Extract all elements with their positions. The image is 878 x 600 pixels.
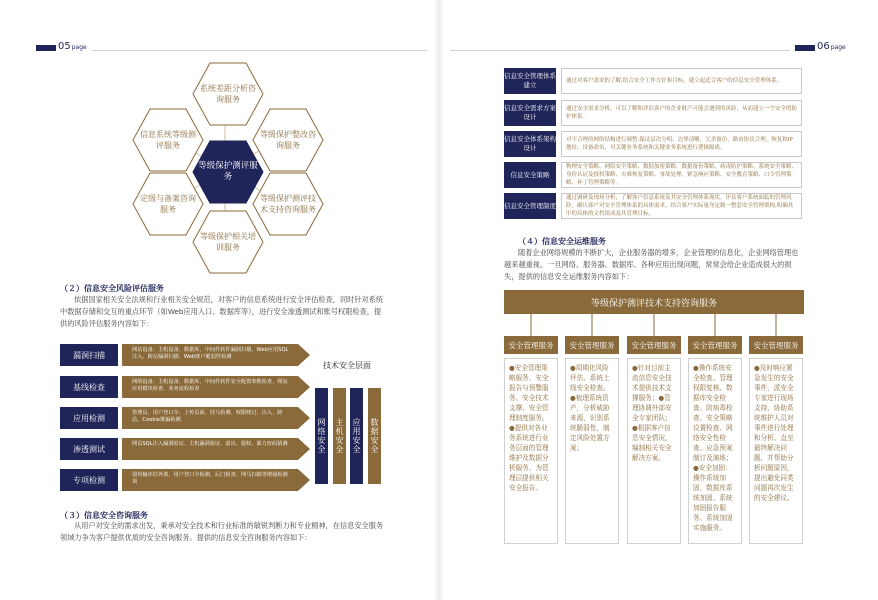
hex-technical-support: 等级保护测评技术支持咨询服务 [252, 172, 324, 236]
layer-data-security: 数据安全 [368, 388, 381, 484]
consult-label: 信息安全管理体系建立 [504, 68, 556, 94]
header-rule-left [92, 50, 427, 51]
consult-desc: 对不合理的网络结构进行调整,保证层次分明、边界清晰，冗余备份，路由协议合理，恢复和IP地址、设备命名，对关键业务系统和关键业务系统进行逻辑隔离。 [561, 131, 802, 157]
service-banner: 等级保护测评技术支持咨询服务 [504, 290, 804, 314]
consult-desc: 通过调研及现场分析，了解客户信息系统及其安全管理体系现状，评估客户系统面临的管理风险，确认客户对安全管理体系的具体需求，结合客户实际量身定制一整套安全管理架构,明确其中的具体的文档组成及其管理目标。 [561, 193, 802, 219]
consult-label: 信息安全需求方案设计 [504, 100, 556, 126]
page-number-right: 06page [817, 41, 846, 52]
section-title-risk-assessment: （２）信息安全风险评估服务 [60, 284, 164, 293]
section-title-consulting: （３）信息安全咨询服务 [60, 511, 148, 520]
book-gutter [434, 0, 444, 600]
section-title-operations: （４）信息安全运维服务 [518, 237, 606, 246]
risk-desc-arrow: 网站设备、主机设备、数据库、中间件软件漏洞扫描、Web应用SQL注入、跨站漏洞扫描、Web账户脆弱性检测 [122, 344, 310, 366]
page-marker-left [36, 45, 56, 51]
paragraph-risk-assessment: 依据国家相关安全法规和行业相关安全规范，对客户的信息系统进行安全评估检查，同时针对系统中数据存储和交互的重点环节（如Web应用入口、数据库等），进行安全渗透测试和账号权限检查，提供的风险评估服务内容如下： [60, 295, 384, 328]
column-body: ●安全管理策略服务、安全报告与预警服务、安全技术支撑、安全管理制度服务。●提供对各业务系统进行业务层面的管理维护及数据分析服务、为管理层提供相关安全报告。 [504, 358, 558, 544]
risk-desc-arrow: 管理员、用户登口令、上传页面、挂马检测、权限绕过、注入、跨站、Cookie欺骗检测 [122, 407, 310, 429]
page-marker-right [795, 45, 815, 51]
paragraph-operations: 随着企业网络规模的不断扩大，企业服务器的增多，企业管理的信息化，企业网络管理也越来越重视。一旦网络、服务器、数据库、各种应用出现问题，常常会给企业造成很大的损失，提供的信息安全运维服务内容如下： [504, 248, 799, 281]
risk-label: 基线检查 [60, 376, 118, 398]
layer-host-security: 主机安全 [333, 388, 346, 484]
column-header: 安全管理服务 [749, 336, 803, 354]
hex-center-level-protection: 等级保护测评服务 [192, 140, 264, 204]
consult-desc: 通过安全需求分析，可以了解和评估客户的企业财产可能会遇到的风险，从而建立一个安全的防护体系。 [561, 100, 802, 126]
consult-desc: 通过对客户需求的了解,结合安全工作方针和目标，建立起适合客户的信息安全管理体系。 [561, 68, 802, 94]
layer-title: 技术安全层面 [323, 361, 371, 370]
layer-network-security: 网络安全 [315, 388, 328, 484]
column-header: 安全管理服务 [688, 336, 742, 354]
risk-label: 漏洞扫描 [60, 344, 118, 366]
page-number-left: 05page [58, 41, 87, 52]
column-body: ●周期化风险评估、系统上线安全检查。●梳理系统资产，分析威胁来源，识别系统脆弱性，制定风险处置方案； [565, 358, 619, 544]
consult-label: 信息安全策略 [504, 162, 556, 188]
risk-label: 应用检测 [60, 407, 118, 429]
banner-connectors [504, 314, 804, 336]
layer-app-security: 应用安全 [350, 388, 363, 484]
consult-label: 信息安全体系架构设计 [504, 131, 556, 157]
hex-grading-filing: 定级与备案咨询服务 [132, 172, 204, 236]
consult-label: 信息安全管理制度 [504, 193, 556, 219]
consult-desc: 物理安全策略、网络安全策略、数据加密策略、数据备份策略、病毒防护策略、系统安全策略、身份认证及授权策略、灾难恢复策略、事故处理、紧急响应策略、安全教育策略、口令管理策略、补丁管理策略等。 [561, 162, 802, 188]
risk-label: 渗透测试 [60, 438, 118, 460]
column-body: ●及时响应紧急发生的安全事件，派安全专家进行现场支持、协助系统维护人员对事件进行处理和分析、直至最终解决问题，并帮助分析问题原因，提出避免同类问题再次发生的安全建议。 [749, 358, 803, 544]
risk-desc-arrow: 网页SQL注入漏洞验证、主机漏洞验证、溢出、提权、暴力密码猜测 [122, 438, 310, 460]
hex-training: 等级保护相关培训服务 [192, 210, 264, 274]
column-body: ●针对目前主流信息安全技术提供技术支撑服务；●管理协调外部安全专家团队；●根据客户信息安全情况，编制相关安全解决方案。 [627, 358, 681, 544]
hex-level-testing: 信息系统等级测评服务 [132, 108, 204, 172]
hex-gap-analysis: 系统差距分析咨询服务 [192, 62, 264, 126]
hex-rectification: 等级保护整改咨询服务 [252, 108, 324, 172]
risk-label: 专项检测 [60, 469, 118, 491]
column-header: 安全管理服务 [565, 336, 619, 354]
paragraph-consulting: 从用户对安全的需求出发，秉承对安全技术和行业标准的敏锐判断力和专业精神，在信息安全服务领域力争为客户提供优质的安全咨询服务。提供的信息安全咨询服务内容如下： [60, 521, 384, 542]
header-rule-right [450, 50, 790, 51]
risk-desc-arrow: 弱传输评估外部，用户登口令检测、后门检查、网马扫描等增强检测项 [122, 469, 310, 491]
column-header: 安全管理服务 [627, 336, 681, 354]
risk-desc-arrow: 网络设备、主机设备、数据库、中间件软件安全配置参数检查、网站应用模块检查、业务流程检查 [122, 376, 310, 398]
column-header: 安全管理服务 [504, 336, 558, 354]
column-body: ●操作系统安全检查、管理权限复核、数据库安全检查、防病毒检查、安全策略设置检查、网络安全性检查、应急预案制订及演练；●安全加固：操作系统加固、数据库系统加固、系统加固报告服务、系统加固实施服务。 [688, 358, 742, 544]
